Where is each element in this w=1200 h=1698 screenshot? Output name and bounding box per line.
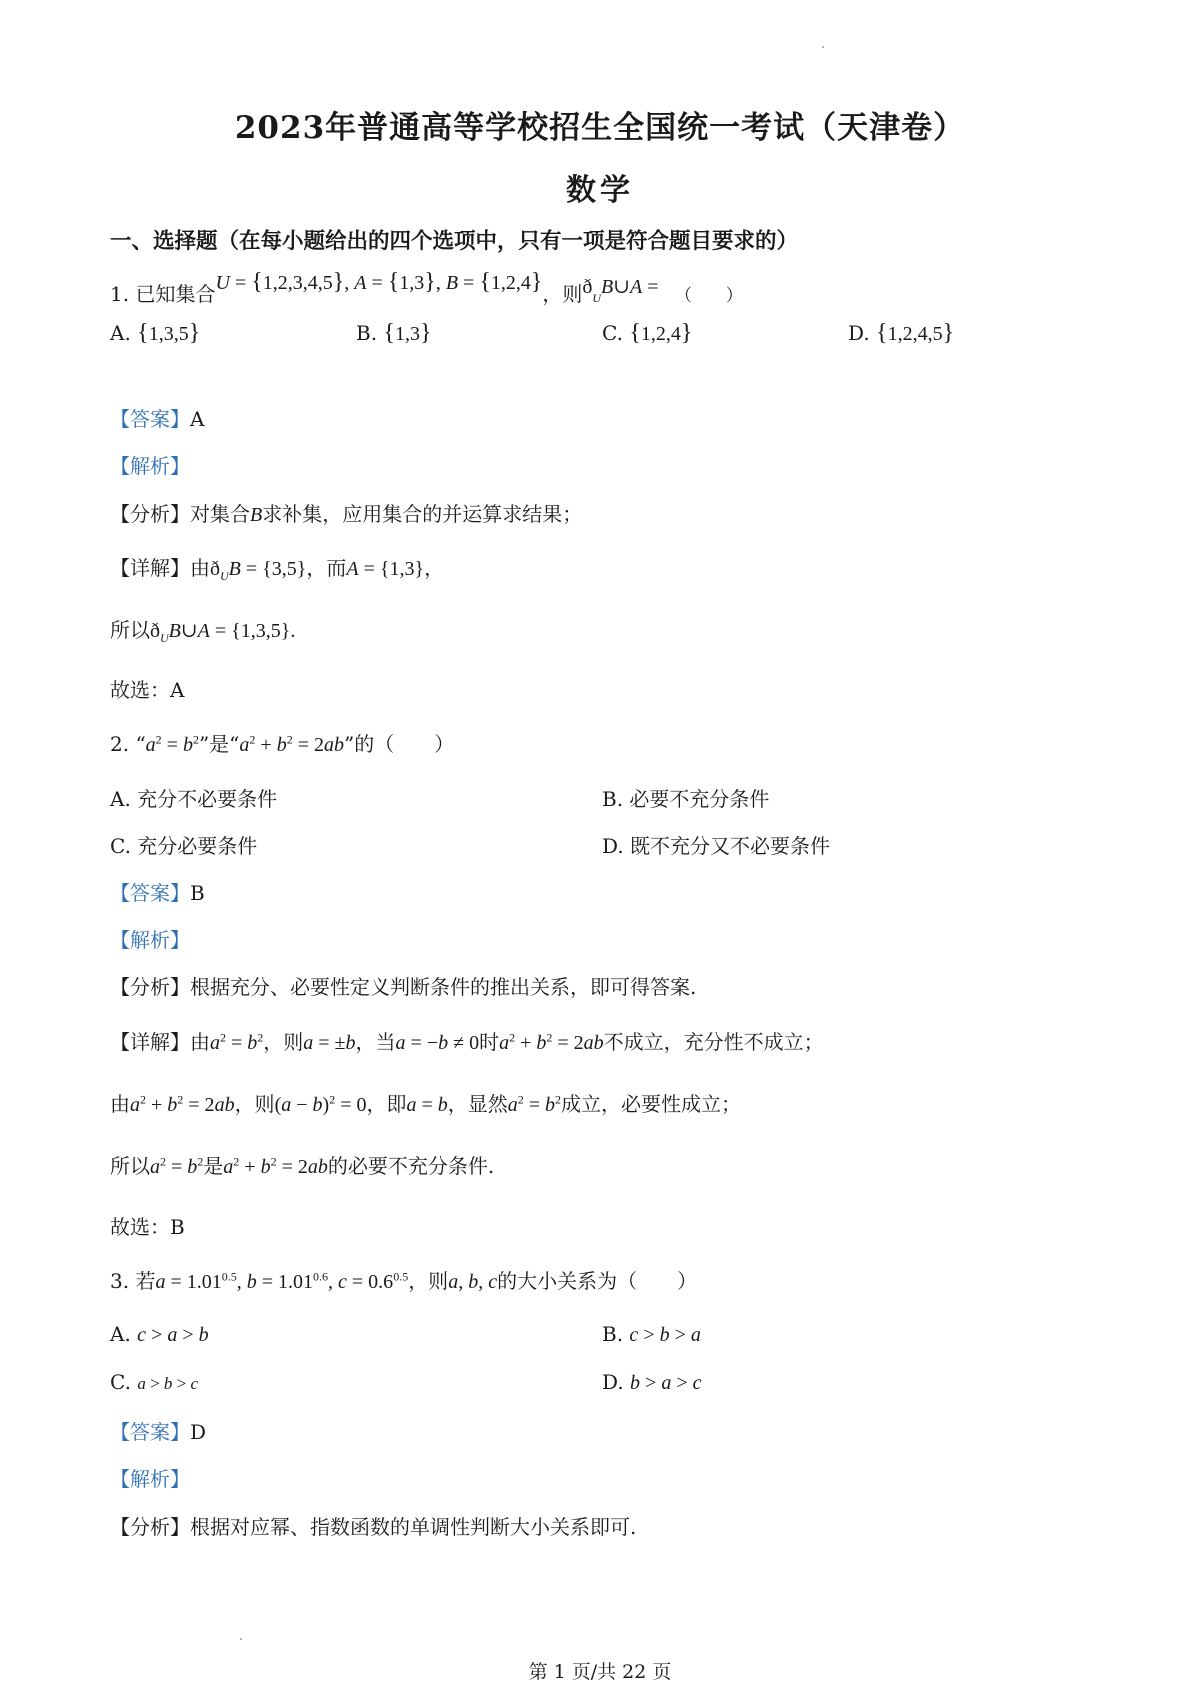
exam-subject: 数学 xyxy=(566,173,634,208)
q1-answer: 【答案】A xyxy=(110,407,205,431)
q2-detail-2: 由$a^2 + b^2 = 2ab$，则$(a - b)^2 = 0$，即a = b，显然$a^2 = b^2$成立，必要性成立； xyxy=(110,1092,742,1116)
q2-stem: 2. “$a^2 = b^2$”是“$a^2 + b^2 = 2ab$”的（ ） xyxy=(110,732,455,756)
q3-option-a: A. c > a > b xyxy=(110,1322,209,1346)
q3-analysis-label: 【解析】 xyxy=(110,1467,190,1491)
q2-detail-1: 【详解】由$a^2 = b^2$，则a = ±b，当a = −b ≠ 0时$a^2 + b^2 = 2ab$不成立，充分性不成立； xyxy=(110,1030,824,1054)
exam-title: 2023年普通高等学校招生全国统一考试（天津卷） xyxy=(234,110,966,146)
q1-option-a: A. {1,3,5} xyxy=(110,320,201,346)
q1-detail: 【详解】由$ð_UB = \{3,5\}$，而A = {1,3}， xyxy=(110,556,445,583)
q2-answer: 【答案】B xyxy=(110,881,205,905)
q2-option-a: A. 充分不必要条件 xyxy=(110,787,278,811)
q1-analysis-label: 【解析】 xyxy=(110,454,190,478)
section-heading: 一、选择题（在每小题给出的四个选项中，只有一项是符合题目要求的） xyxy=(110,229,799,254)
q3-option-d: D. b > a > c xyxy=(602,1370,702,1394)
q1-conclusion: 所以$ð_UB\cup A = \{1,3,5\}$. xyxy=(110,618,296,645)
q3-option-c: C. a > b > c xyxy=(110,1370,199,1394)
page-footer: 第 1 页/共 22 页 xyxy=(528,1661,672,1683)
q1-fenxi: 【分析】对集合B求补集，应用集合的并运算求结果； xyxy=(110,502,583,526)
q2-option-c: C. 充分必要条件 xyxy=(110,834,258,858)
q3-answer: 【答案】D xyxy=(110,1420,207,1444)
q3-option-b: B. c > b > a xyxy=(602,1322,701,1346)
q2-option-b: B. 必要不充分条件 xyxy=(602,787,770,811)
scan-speck xyxy=(240,1638,242,1640)
q1-choice: 故选：A xyxy=(110,678,185,702)
q3-fenxi: 【分析】根据对应幂、指数函数的单调性判断大小关系即可. xyxy=(110,1515,637,1539)
q2-analysis-label: 【解析】 xyxy=(110,928,190,952)
q2-detail-3: 所以$a^2 = b^2$是$a^2 + b^2 = 2ab$的必要不充分条件. xyxy=(110,1154,495,1178)
q2-choice: 故选：B xyxy=(110,1215,185,1239)
q2-option-d: D. 既不充分又不必要条件 xyxy=(602,834,831,858)
q2-fenxi: 【分析】根据充分、必要性定义判断条件的推出关系，即可得答案. xyxy=(110,975,697,999)
q1-option-d: D. {1,2,4,5} xyxy=(848,320,955,346)
scan-speck xyxy=(822,46,824,48)
q1-stem: 1. 已知集合U = {1,2,3,4,5}, A = {1,3}, B = {1,2,4}，则$ð_UB\cup A$ = （ ） xyxy=(110,269,743,306)
q1-option-c: C. {1,2,4} xyxy=(602,320,693,346)
q1-option-b: B. {1,3} xyxy=(356,320,432,346)
q3-stem: 3. 若$a = 1.01^{0.5}$, $b = 1.01^{0.6}$, $c = 0.6^{0.5}$，则a, b, c的大小关系为（ ） xyxy=(110,1269,698,1293)
